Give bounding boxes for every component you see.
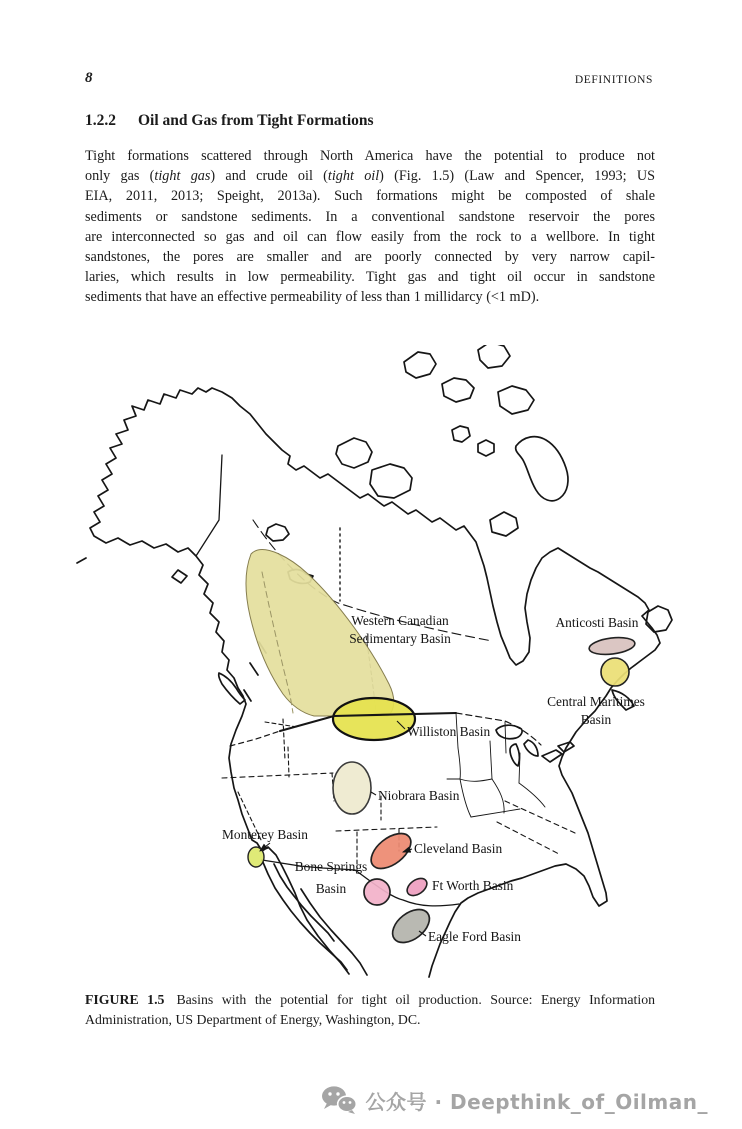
southampton-island [490,512,518,536]
state-border-2 [283,719,285,760]
watermark-text: 公众号 · Deepthink_of_Oilman_ [365,1089,708,1114]
vancouver-island [219,673,245,704]
lake-huron [524,740,538,756]
us-canada-border-west [230,731,280,746]
figure-caption [85,990,655,1030]
wechat-icon [321,1085,357,1115]
arctic-island-4 [442,378,474,402]
state-border-7 [336,827,437,831]
basin-williston [333,698,415,740]
watermark [321,1082,709,1118]
leader-niobrara [371,792,376,795]
paragraph-line: are interconnected so gas and oil can flow easily from the rock to a wellbore. In tight [85,228,655,245]
arctic-island-1 [336,438,372,468]
paragraph-line: EIA, 2011, 2013; Speight, 2013a). Such formations might be composted of shale [85,188,655,205]
paragraph-line: sandstones, the pores are smaller and are poorly connected by very narrow capil- [85,249,655,266]
paragraph-line: sediments or sandstone sediments. In a conventional sandstone reservoir the pores [85,208,655,225]
basin-label-ft-worth: Ft Worth Basin [432,878,514,893]
page-number: 8 [85,70,93,86]
arctic-island-2 [370,464,412,498]
lake-erie [542,750,562,762]
state-border-12 [497,822,559,854]
figure-caption-line2: Administration, US Department of Energy, Washington, DC. [85,1012,421,1027]
lake-michigan [510,744,519,766]
north-america-basins-map [75,345,695,990]
state-border-4 [288,747,289,777]
baja-gulf-coast [274,864,334,941]
arctic-island-8 [478,440,494,456]
basin-anticosti [588,635,636,656]
paragraph-line: only gas (tight gas) and crude oil (tight oil) (Fig. 1.5) (Law and Spencer, 1993; US [85,168,655,185]
section-heading [85,112,655,130]
newfoundland-island [646,606,672,632]
arctic-island-3 [404,352,436,378]
arctic-island-5 [478,345,510,368]
basin-central-maritimes [601,658,629,686]
state-border-1 [265,722,297,727]
basin-label-central-maritimes: Basin [580,712,612,727]
basin-label-niobrara: Niobrara Basin [378,788,460,803]
basin-label-western-canadian-sedimentary: Western Canadian [351,613,449,628]
basin-label-anticosti: Anticosti Basin [555,615,639,630]
body-paragraph [85,146,655,308]
arctic-island-7 [452,426,470,442]
aleutian-islands [75,558,86,569]
basin-label-eagle-ford: Eagle Ford Basin [428,929,521,944]
section-number: 1.2.2 [85,112,116,129]
paragraph-line: Tight formations scattered through North America have the potential to produce not [85,148,655,164]
basin-bone-springs [364,879,390,905]
kodiak-island [172,570,187,583]
paragraph-line: sediments that have an effective permeability of less than 1 millidarcy (<1 mD). [85,289,540,306]
state-border-3 [222,773,333,778]
alaska-border [196,455,222,556]
state-border-11 [505,801,575,833]
basin-label-western-canadian-sedimentary: Sedimentary Basin [349,631,451,646]
basin-label-cleveland: Cleveland Basin [414,841,503,856]
baffin-island [516,437,568,501]
basin-label-monterey: Monterey Basin [222,827,308,842]
basin-cleveland [365,827,417,876]
basin-ft-worth [404,875,430,899]
section-title: Oil and Gas from Tight Formations [138,112,374,129]
basin-niobrara [333,762,371,814]
basin-label-williston: Williston Basin [407,724,491,739]
basin-label-bone-springs: Basin [315,881,347,896]
mexico-gulf-coast [301,889,367,975]
arctic-island-6 [498,386,534,414]
paragraph-line: laries, which results in low permeability. Tight gas and tight oil occur in sandstone [85,269,655,286]
basin-label-bone-springs: Bone Springs [294,859,368,874]
figure-caption-text: Basins with the potential for tight oil production. Source: Energy Information [176,992,655,1007]
running-head-title: DEFINITIONS [574,74,653,86]
basin-label-central-maritimes: Central Maritimes [547,694,645,709]
figure-caption-line1 [85,990,655,1010]
running-head [85,70,655,90]
figure-caption-label: FIGURE 1.5 [85,992,165,1007]
great-bear-lake [266,524,289,541]
